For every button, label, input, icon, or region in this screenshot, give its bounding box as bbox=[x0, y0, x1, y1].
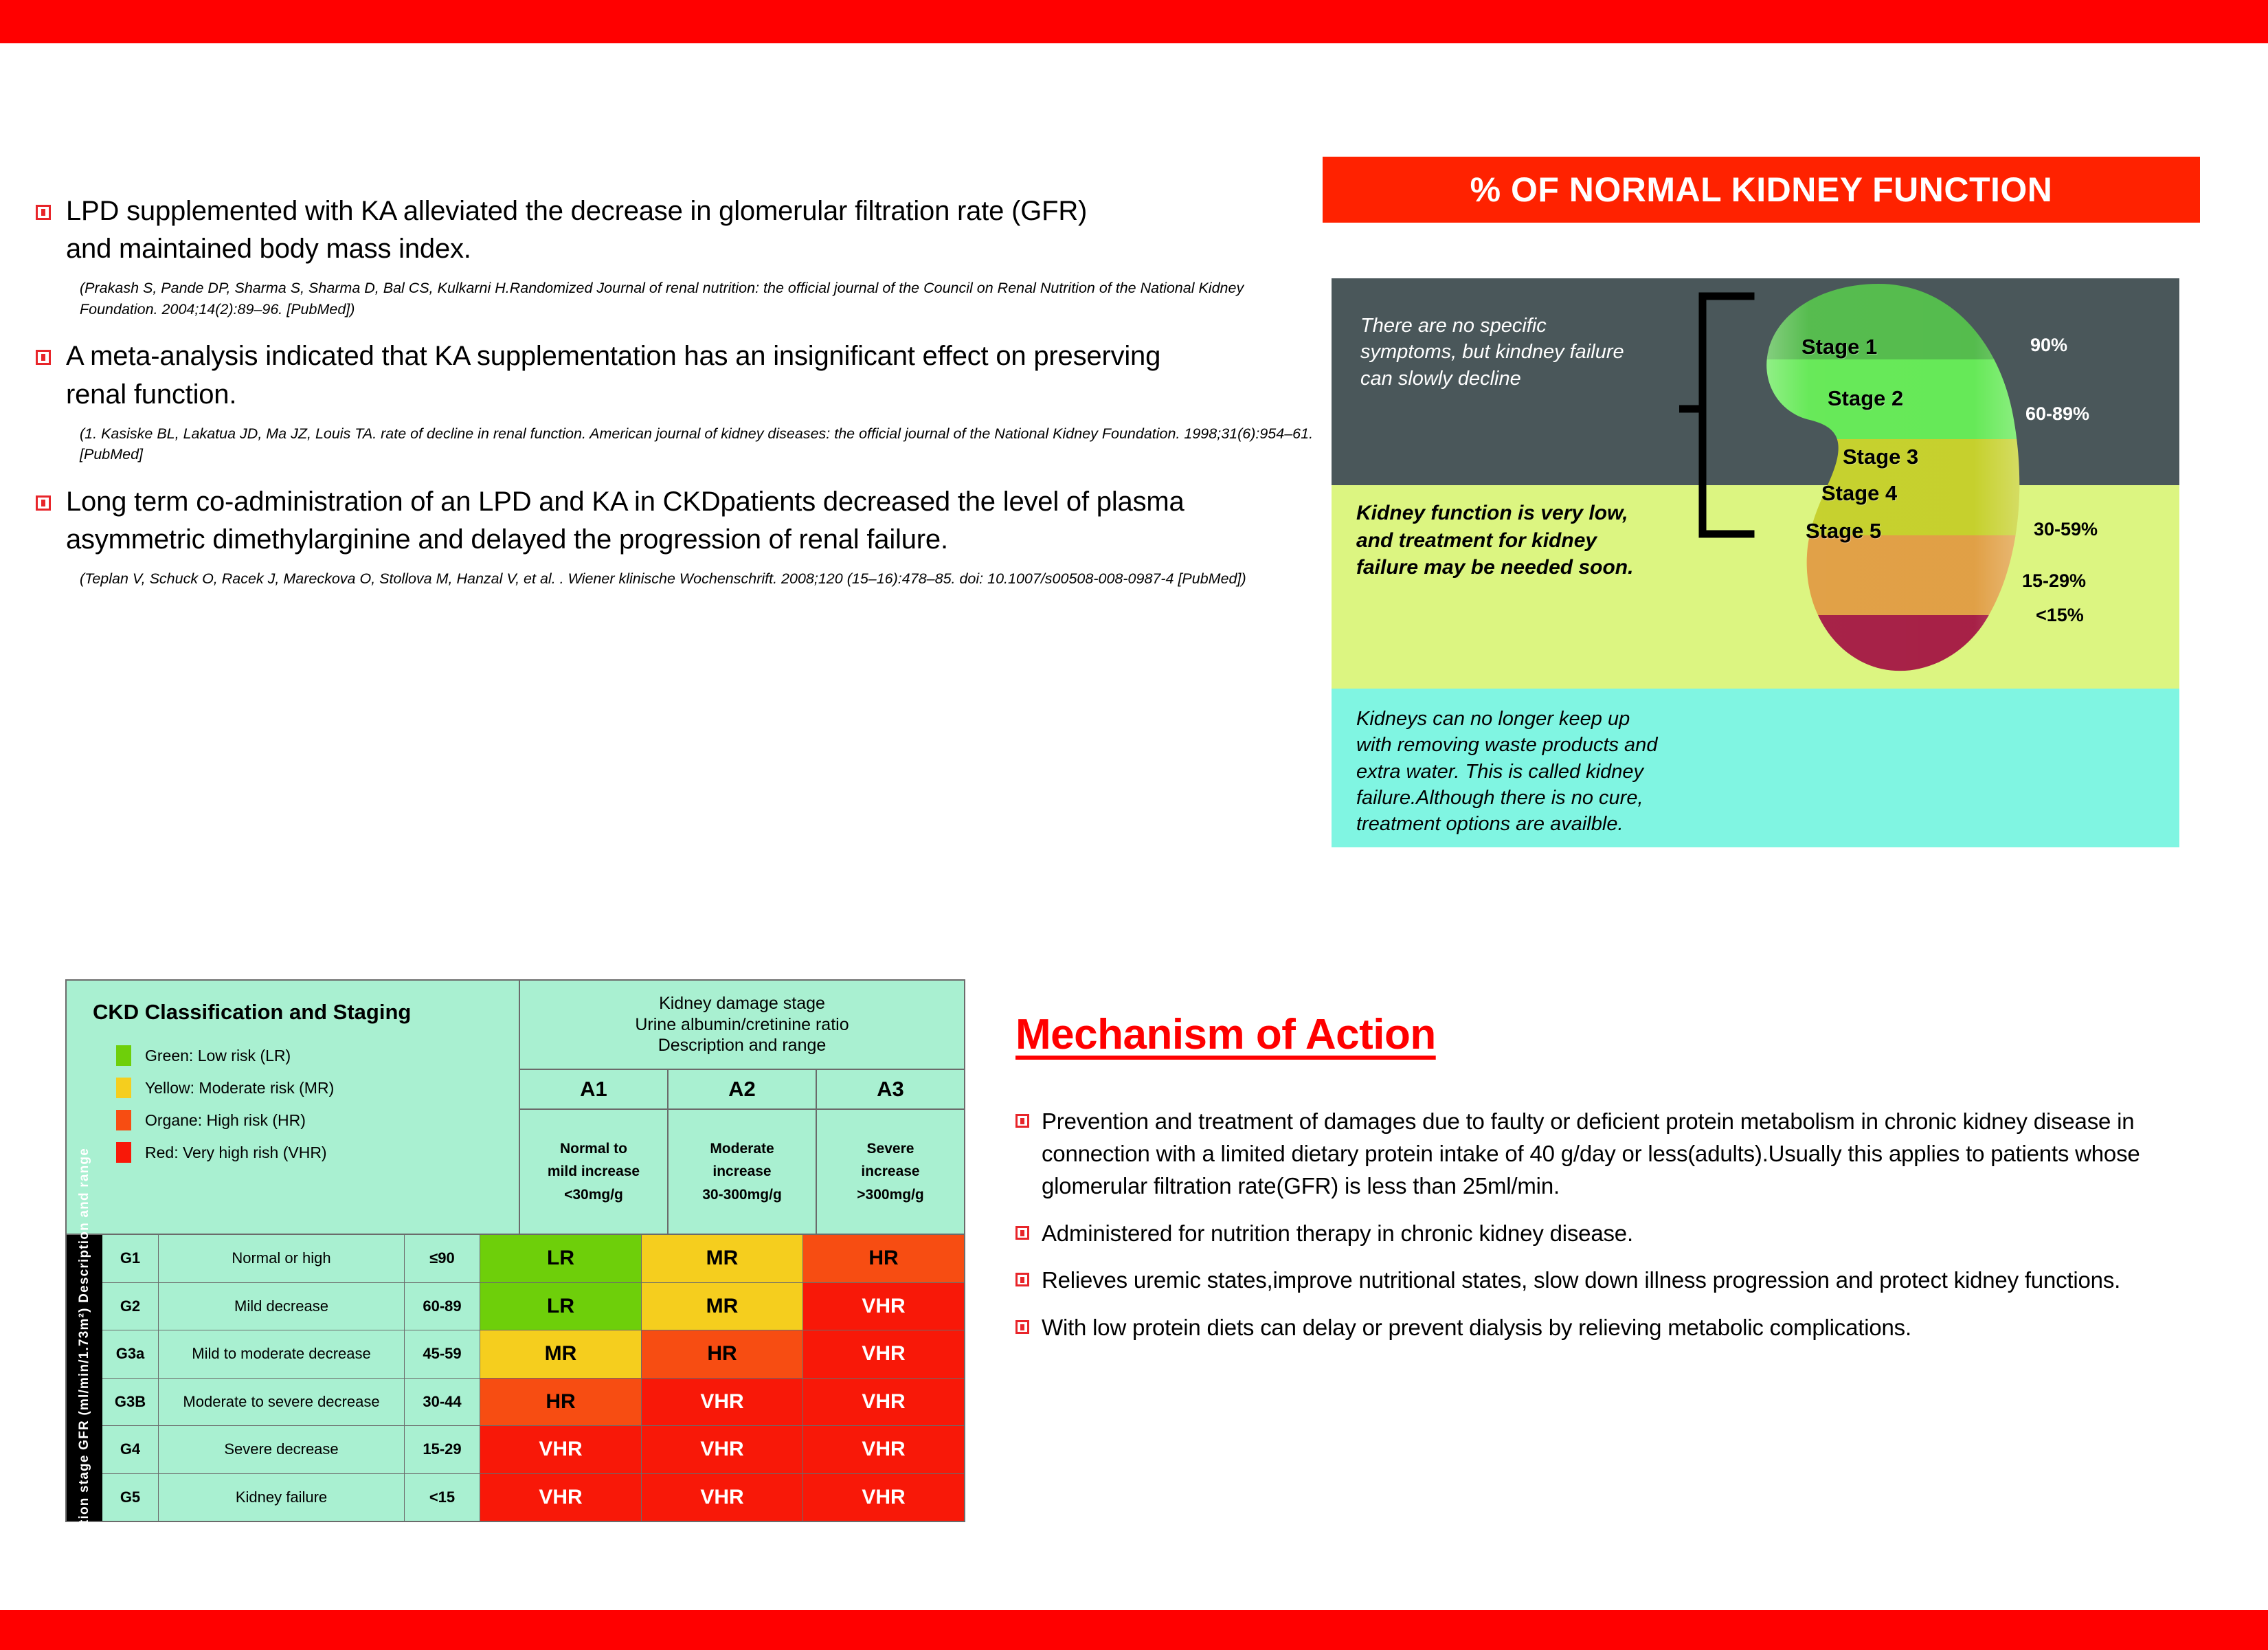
risk-cell-a1: HR bbox=[480, 1379, 642, 1426]
row-stage: G4 bbox=[102, 1426, 159, 1473]
square-bullet-icon bbox=[1015, 1114, 1029, 1128]
desc-line: Normal to bbox=[559, 1140, 627, 1157]
row-gfr: ≤90 bbox=[405, 1235, 480, 1282]
row-description: Moderate to severe decrease bbox=[159, 1379, 405, 1426]
desc-line: increase bbox=[861, 1163, 920, 1180]
desc-line: Severe bbox=[866, 1140, 914, 1157]
mechanism-item-text: Prevention and treatment of damages due to faulty or deficient protein metabolism in chronic kidney disease in connection with a limited dietary protein intake of 40 g/day or less(adults).Usually this applies to patients whose glomerular filtration rate(GFR) is less than 25ml/min. bbox=[1042, 1108, 2140, 1199]
risk-cell-a3: VHR bbox=[803, 1283, 964, 1330]
row-stage: G2 bbox=[102, 1283, 159, 1330]
table-row bbox=[102, 1426, 964, 1474]
risk-cell-a2: VHR bbox=[642, 1426, 803, 1473]
stage-label-3: Stage 3 bbox=[1843, 445, 1919, 469]
desc-line: Moderate bbox=[710, 1140, 774, 1157]
stage-label-5: Stage 5 bbox=[1806, 519, 1882, 543]
study-item bbox=[36, 192, 1314, 320]
row-stage: G3B bbox=[102, 1379, 159, 1426]
desc-line: increase bbox=[712, 1163, 772, 1180]
row-gfr: <15 bbox=[405, 1474, 480, 1521]
ckd-rows bbox=[102, 1235, 964, 1521]
study-citation: (Teplan V, Schuck O, Racek J, Mareckova O, Stollova M, Hanzal V, et al. . Wiener klinische Wochenschrift. 2008;120 (15–16):478–85. doi: 10.1007/s00508-008-0987-4 [PubMed]) bbox=[80, 570, 1246, 588]
legend-item bbox=[116, 1078, 519, 1098]
row-description: Kidney failure bbox=[159, 1474, 405, 1521]
stage-percent-2: 60-89% bbox=[2025, 403, 2090, 424]
gfr-axis-label-text: Kidney function stage GFR (ml/min/1.73m²) Description and range bbox=[77, 1148, 91, 1608]
desc-line: 30-300mg/g bbox=[702, 1186, 782, 1203]
row-gfr: 15-29 bbox=[405, 1426, 480, 1473]
risk-legend bbox=[116, 1045, 519, 1163]
legend-label: Yellow: Moderate risk (MR) bbox=[145, 1078, 335, 1097]
mechanism-of-action-section bbox=[1015, 1010, 2183, 1359]
mechanism-list bbox=[1015, 1106, 2183, 1344]
kidney-function-diagram bbox=[1332, 278, 2179, 847]
stage-percent-5: <15% bbox=[2036, 605, 2084, 625]
list-item bbox=[1015, 1264, 2183, 1297]
table-row bbox=[102, 1283, 964, 1331]
mechanism-item-text: Relieves uremic states,improve nutritional states, slow down illness progression and protect kidney functions. bbox=[1042, 1267, 2121, 1293]
study-item bbox=[36, 483, 1314, 590]
kidney-function-title: % OF NORMAL KIDNEY FUNCTION bbox=[1323, 157, 2200, 223]
row-description: Severe decrease bbox=[159, 1426, 405, 1473]
desc-line: mild increase bbox=[547, 1163, 640, 1180]
stage-percent-4: 15-29% bbox=[2022, 570, 2087, 591]
legend-swatch-green bbox=[116, 1045, 131, 1066]
study-citation: (Prakash S, Pande DP, Sharma S, Sharma D, Bal CS, Kulkarni H.Randomized Journal of renal nutrition: the official journal of the Council on Renal Nutrition of the National Kidney Foundation. 2004;14(2):89–96. [PubMed]) bbox=[80, 280, 1244, 317]
column-desc-a2 bbox=[669, 1110, 817, 1234]
kidney-note-advanced: Kidney function is very low, and treatment for kidney failure may be needed soon. bbox=[1356, 502, 1634, 579]
square-bullet-icon bbox=[1015, 1320, 1029, 1334]
risk-cell-a2: VHR bbox=[642, 1379, 803, 1426]
risk-cell-a3: HR bbox=[803, 1235, 964, 1282]
row-stage: G3a bbox=[102, 1330, 159, 1378]
legend-swatch-yellow bbox=[116, 1078, 131, 1098]
damage-title-line-2: Urine albumin/cretinine ratio bbox=[635, 1014, 849, 1034]
row-gfr: 60-89 bbox=[405, 1283, 480, 1330]
row-description: Mild to moderate decrease bbox=[159, 1330, 405, 1378]
row-gfr: 30-44 bbox=[405, 1379, 480, 1426]
stage-percent-1: 90% bbox=[2030, 335, 2068, 355]
risk-cell-a1: VHR bbox=[480, 1426, 642, 1473]
mechanism-item-text: With low protein diets can delay or prevent dialysis by relieving metabolic complications. bbox=[1042, 1315, 1911, 1341]
row-stage: G1 bbox=[102, 1235, 159, 1282]
list-item bbox=[1015, 1312, 2183, 1344]
square-bullet-icon bbox=[36, 205, 51, 220]
risk-cell-a1: LR bbox=[480, 1235, 642, 1282]
row-gfr: 45-59 bbox=[405, 1330, 480, 1378]
stage-percent-3: 30-59% bbox=[2034, 519, 2098, 539]
study-text: A meta-analysis indicated that KA supplementation has an insignificant effect on preserving renal function. bbox=[66, 341, 1161, 410]
ckd-legend-box bbox=[67, 981, 520, 1234]
risk-cell-a2: HR bbox=[642, 1330, 803, 1378]
damage-title bbox=[520, 981, 964, 1070]
list-item bbox=[1015, 1218, 2183, 1250]
legend-item bbox=[116, 1142, 519, 1163]
stage-label-2: Stage 2 bbox=[1828, 386, 1904, 410]
square-bullet-icon bbox=[36, 350, 51, 365]
stage-label-4: Stage 4 bbox=[1821, 481, 1898, 505]
ckd-classification-table bbox=[65, 979, 965, 1608]
square-bullet-icon bbox=[1015, 1226, 1029, 1240]
table-row bbox=[102, 1379, 964, 1427]
desc-line: >300mg/g bbox=[857, 1186, 924, 1203]
kidney-damage-header bbox=[520, 981, 964, 1234]
studies-section bbox=[36, 192, 1314, 607]
study-item bbox=[36, 337, 1314, 465]
table-row bbox=[102, 1235, 964, 1283]
legend-label: Organe: High risk (HR) bbox=[145, 1111, 306, 1129]
legend-item bbox=[116, 1045, 519, 1066]
square-bullet-icon bbox=[1015, 1273, 1029, 1286]
square-bullet-icon bbox=[36, 495, 51, 511]
risk-cell-a1: MR bbox=[480, 1330, 642, 1378]
risk-cell-a3: VHR bbox=[803, 1330, 964, 1378]
table-row bbox=[102, 1330, 964, 1379]
damage-title-line-3: Description and range bbox=[658, 1036, 827, 1056]
study-text: LPD supplemented with KA alleviated the decrease in glomerular filtration rate (GFR) and maintained body mass index. bbox=[66, 196, 1088, 265]
row-stage: G5 bbox=[102, 1474, 159, 1521]
legend-swatch-orange bbox=[116, 1110, 131, 1130]
risk-cell-a2: MR bbox=[642, 1283, 803, 1330]
row-description: Normal or high bbox=[159, 1235, 405, 1282]
top-red-bar bbox=[0, 0, 2268, 43]
row-description: Mild decrease bbox=[159, 1283, 405, 1330]
gfr-axis-label bbox=[67, 1148, 102, 1608]
stage-label-1: Stage 1 bbox=[1801, 335, 1878, 359]
kidney-note-early: There are no specific symptoms, but kindney failure can slowly decline bbox=[1360, 315, 1624, 390]
column-desc-a1 bbox=[520, 1110, 669, 1234]
mechanism-title: Mechanism of Action bbox=[1015, 1011, 1436, 1058]
bottom-red-bar bbox=[0, 1610, 2268, 1650]
risk-cell-a2: VHR bbox=[642, 1474, 803, 1521]
list-item bbox=[1015, 1106, 2183, 1203]
kidney-note-failure: Kidneys can no longer keep up with removing waste products and extra water. This is called kidney failure.Although there is no cure, treatment options are availble. bbox=[1356, 708, 1658, 836]
desc-line: <30mg/g bbox=[564, 1186, 623, 1203]
legend-swatch-red bbox=[116, 1142, 131, 1163]
damage-title-line-1: Kidney damage stage bbox=[659, 994, 825, 1014]
risk-cell-a1: LR bbox=[480, 1283, 642, 1330]
column-header-a1: A1 bbox=[520, 1070, 669, 1110]
legend-label: Green: Low risk (LR) bbox=[145, 1046, 291, 1064]
table-row bbox=[102, 1474, 964, 1521]
column-desc-a3 bbox=[817, 1110, 964, 1234]
column-header-a2: A2 bbox=[669, 1070, 817, 1110]
mechanism-item-text: Administered for nutrition therapy in chronic kidney disease. bbox=[1042, 1220, 1633, 1246]
legend-label: Red: Very high rish (VHR) bbox=[145, 1143, 327, 1161]
column-header-a3: A3 bbox=[817, 1070, 964, 1110]
ckd-table-heading: CKD Classification and Staging bbox=[93, 1000, 412, 1024]
risk-cell-a1: VHR bbox=[480, 1474, 642, 1521]
risk-cell-a3: VHR bbox=[803, 1379, 964, 1426]
risk-cell-a3: VHR bbox=[803, 1426, 964, 1473]
study-citation: (1. Kasiske BL, Lakatua JD, Ma JZ, Louis TA. rate of decline in renal function. American journal of kidney diseases: the official journal of the National Kidney Foundation. 1998;31(6):954–61. [PubMed] bbox=[80, 425, 1314, 463]
study-text: Long term co-administration of an LPD and KA in CKDpatients decreased the level of plasma asymmetric dimethylarginine and delayed the progression of renal failure. bbox=[66, 486, 1184, 555]
legend-item bbox=[116, 1110, 519, 1130]
risk-cell-a3: VHR bbox=[803, 1474, 964, 1521]
risk-cell-a2: MR bbox=[642, 1235, 803, 1282]
